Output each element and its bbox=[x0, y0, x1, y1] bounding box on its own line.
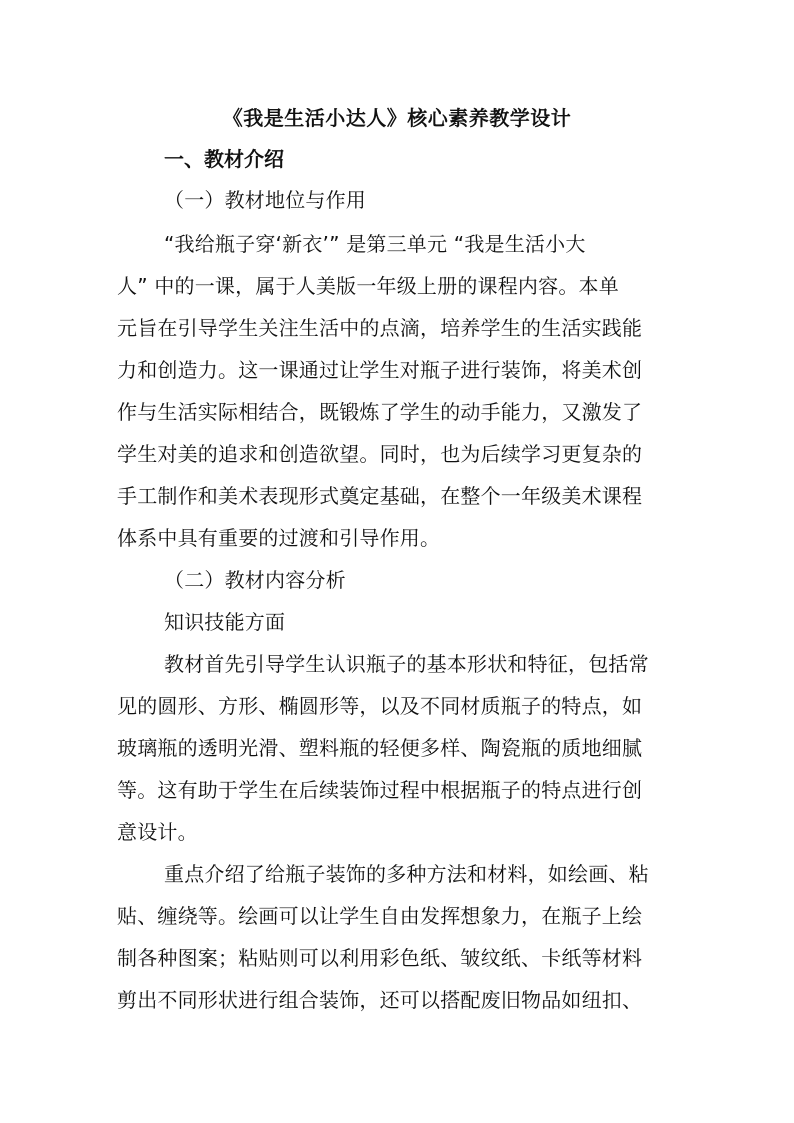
paragraph-line: 作与生活实际相结合，既锻炼了学生的动手能力，又激发了 bbox=[117, 400, 643, 424]
paragraph-line: 元旨在引导学生关注生活中的点滴，培养学生的生活实践能 bbox=[117, 316, 643, 340]
topic-heading-knowledge-skills: 知识技能方面 bbox=[164, 610, 286, 634]
subsection-heading-position-role: （一）教材地位与作用 bbox=[164, 188, 366, 212]
paragraph-line: 力和创造力。这一课通过让学生对瓶子进行装饰，将美术创 bbox=[117, 358, 643, 382]
paragraph-line: 剪出不同形状进行组合装饰，还可以搭配废旧物品如纽扣、 bbox=[117, 988, 643, 1012]
paragraph-line: 重点介绍了给瓶子装饰的多种方法和材料，如绘画、粘 bbox=[164, 862, 649, 886]
subsection-heading-content-analysis: （二）教材内容分析 bbox=[164, 568, 346, 592]
paragraph-line: 意设计。 bbox=[117, 820, 198, 844]
paragraph-line: 玻璃瓶的透明光滑、塑料瓶的轻便多样、陶瓷瓶的质地细腻 bbox=[117, 736, 643, 760]
section-heading-textbook-intro: 一、教材介绍 bbox=[164, 147, 284, 171]
paragraph-line: 手工制作和美术表现形式奠定基础，在整个一年级美术课程 bbox=[117, 484, 643, 508]
paragraph-line: 制各种图案；粘贴则可以利用彩色纸、皱纹纸、卡纸等材料 bbox=[117, 946, 643, 970]
paragraph-line: 人” 中的一课，属于人美版一年级上册的课程内容。本单 bbox=[117, 274, 619, 298]
paragraph-line: 教材首先引导学生认识瓶子的基本形状和特征，包括常 bbox=[164, 652, 649, 676]
paragraph-line: 体系中具有重要的过渡和引导作用。 bbox=[117, 526, 441, 550]
paragraph-line: 见的圆形、方形、椭圆形等，以及不同材质瓶子的特点，如 bbox=[117, 694, 643, 718]
paragraph-line: 贴、缠绕等。绘画可以让学生自由发挥想象力，在瓶子上绘 bbox=[117, 904, 643, 928]
paragraph-line: 学生对美的追求和创造欲望。同时，也为后续学习更复杂的 bbox=[117, 442, 643, 466]
document-title: 《我是生活小达人》核心素养教学设计 bbox=[222, 106, 572, 130]
paragraph-line: “我给瓶子穿‘新衣’” 是第三单元 “我是生活小大 bbox=[164, 232, 586, 256]
paragraph-line: 等。这有助于学生在后续装饰过程中根据瓶子的特点进行创 bbox=[117, 778, 643, 802]
